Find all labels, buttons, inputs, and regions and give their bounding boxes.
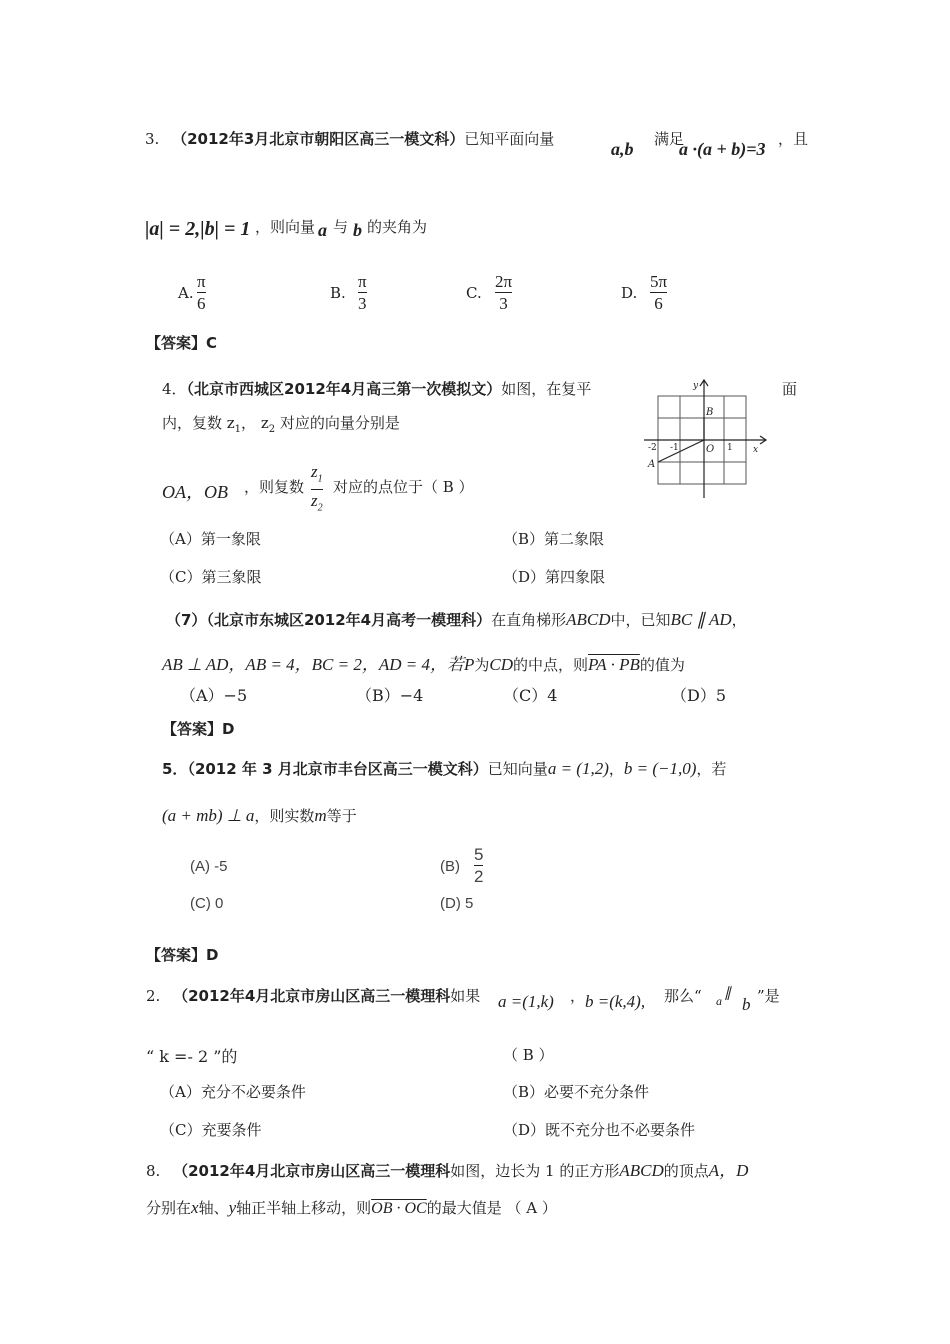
q4-diagram-tick-1: 1: [727, 443, 733, 453]
q3-option-c-label: C.: [466, 284, 482, 302]
q7-conditions: AB ⊥ AD，AB = 4，BC = 2，AD = 4，若: [162, 655, 464, 674]
q2-option-d: （D）既不充分也不必要条件: [503, 1121, 696, 1139]
q5-option-a: (A) -5: [190, 858, 228, 875]
q4-option-b: （B）第二象限: [503, 530, 605, 548]
q2-vector-a: a =(1,k): [498, 992, 554, 1011]
q3-line2-text2: 的夹角为: [367, 218, 428, 236]
q8-ob-oc: OB · OC: [371, 1200, 427, 1217]
q7-text1: 在直角梯形: [491, 611, 567, 629]
q4-option-c: （C）第三象限: [160, 568, 262, 586]
q3-comma: ，且: [778, 130, 809, 148]
q3-option-b-label: B.: [330, 284, 346, 302]
q4-diagram-a: A: [648, 459, 656, 470]
q7-pa-pb: PA · PB: [588, 655, 640, 674]
q2-line2: “ k =- 2 ”的: [146, 1047, 238, 1066]
q7-parallel: BC ∥ AD: [670, 610, 732, 629]
q2-number: 2.: [146, 987, 161, 1005]
q3-vector-b: b: [353, 220, 362, 240]
q8-text1: 如图，边长为 1 的正方形: [450, 1162, 620, 1180]
q2-answer-blank: （ B ）: [503, 1046, 554, 1064]
q5-number: 5．: [162, 760, 188, 778]
q5-condition: (a + mb) ⊥ a: [162, 806, 255, 825]
q2-line1: [146, 985, 480, 1006]
q4-line2: 内，复数 $z_1$， $z_2$ 对应的向量分别是: [162, 414, 400, 435]
q7-option-c: （C）4: [503, 686, 558, 705]
q4-diagram-y: y: [693, 381, 699, 391]
q2-option-c: （C）充要条件: [160, 1121, 262, 1139]
q7-source: （北京市东城区2012年4月高考一模理科）: [206, 611, 492, 629]
q3-text2: 满足: [654, 130, 685, 148]
q4-text1: 如图，在复平: [501, 380, 592, 398]
q3-line2-math: |a| = 2,|b| = 1: [145, 218, 251, 240]
q4-oa-ob: OA，OB: [162, 482, 228, 502]
q5-line2: (a + mb) ⊥ a，则实数m等于: [162, 806, 357, 825]
q8-ad: A，D: [708, 1161, 749, 1180]
q5-vector-b: b = (−1,0): [623, 759, 697, 778]
q3-text1: 已知平面向量: [464, 130, 555, 148]
q5-option-b-label: (B): [440, 858, 460, 875]
q3-line2-text1: ，则向量: [255, 218, 316, 236]
q4-diagram-tick-m1: -1: [670, 443, 679, 453]
q8-line1: [146, 1156, 748, 1181]
q5-vector-a: a = (1,2): [547, 759, 609, 778]
q5-line1: 5．（2012 年 3 月北京市丰台区高三一模文科）已知向量a = (1,2)，b = (−1,0)，若: [162, 759, 727, 778]
q4-source: （北京市西城区2012年4月高三第一次模拟文）: [186, 380, 502, 398]
q3-line1: [145, 128, 554, 149]
q4-diagram-tick-m2: -2: [648, 443, 657, 453]
q4-option-a: （A）第一象限: [160, 530, 261, 548]
q3-option-a-fraction: π 6: [197, 272, 206, 313]
q4-diagram-x: x: [753, 445, 759, 455]
q4-diagram-b: B: [706, 407, 714, 418]
q4-number: 4．: [162, 380, 187, 398]
q2-option-a: （A）充分不必要条件: [160, 1083, 306, 1101]
q5-answer: 【答案】D: [146, 946, 219, 964]
q7-text2: 中，已知: [610, 611, 671, 629]
q8-number: 8.: [146, 1162, 161, 1180]
q3-option-d-fraction: 5π 6: [650, 272, 668, 313]
q5-text1: 已知向量: [487, 760, 548, 778]
q2-source: （2012年4月北京市房山区高三一模理科: [173, 987, 451, 1005]
q4-line1: [162, 378, 591, 399]
q2-vector-b: b =(k,4),: [585, 992, 646, 1011]
q2-option-b: （B）必要不充分条件: [503, 1083, 650, 1101]
q3-vector-a: a: [318, 220, 327, 240]
q8-text2: 的顶点: [663, 1162, 709, 1180]
q5-option-d: (D) 5: [440, 895, 474, 912]
q3-option-d-label: D.: [621, 284, 638, 302]
q7-number: （7）: [166, 611, 207, 629]
q3-yu: 与: [333, 218, 349, 236]
q4-fraction: $z_1$ $z_2$: [311, 462, 323, 514]
q2-text3: ”是: [757, 987, 780, 1005]
q4-line3b: 对应的点位于（ B ）: [333, 478, 474, 496]
q5-option-c: (C) 0: [190, 895, 224, 912]
q3-option-b-fraction: π 3: [358, 272, 367, 313]
q5-option-b-fraction: 5 2: [474, 845, 484, 886]
q2-par-b: b: [742, 995, 751, 1014]
q2-par-a: a: [716, 994, 722, 1008]
q7-answer: 【答案】D: [162, 720, 235, 738]
q4-text1-end: 面: [782, 380, 798, 398]
q2-text1: 如果: [450, 987, 481, 1005]
q8-source: （2012年4月北京市房山区高三一模理科: [173, 1162, 451, 1180]
q4-line3: ，则复数: [244, 478, 305, 496]
q7-line1: （7）（北京市东城区2012年4月高考一模理科）在直角梯形ABCD中，已知BC ∥ AD，: [166, 610, 747, 629]
q3-condition: a ·(a + b)=3: [679, 139, 766, 159]
q3-option-c-fraction: 2π 3: [495, 272, 513, 313]
q4-option-d: （D）第四象限: [503, 568, 606, 586]
q4-complex-plane-diagram: [640, 378, 770, 500]
q8-line2: 分别在x轴、y轴正半轴上移动，则OB · OC的最大值是 （ A ）: [146, 1198, 557, 1217]
q3-option-a-label: A.: [178, 284, 194, 302]
q2-sep: ，: [570, 987, 586, 1005]
q2-text2: 那么“: [664, 987, 702, 1005]
q4-diagram-o: O: [706, 444, 715, 455]
q2-par: ∥: [724, 986, 731, 1001]
q3-source: （2012年3月北京市朝阳区高三一模文科）: [172, 130, 465, 148]
q7-abcd: ABCD: [566, 610, 611, 629]
q3-number: 3.: [145, 130, 160, 148]
q3-answer: 【答案】C: [146, 334, 218, 352]
q7-option-d: （D）5: [671, 686, 727, 705]
q5-source: （2012 年 3 月北京市丰台区高三一模文科）: [187, 760, 488, 778]
q7-option-b: （B）−4: [356, 686, 424, 705]
q7-line2: AB ⊥ AD，AB = 4，BC = 2，AD = 4，若P为CD的中点，则PA · PB的值为: [162, 655, 685, 674]
q3-vectors-ab: a,b: [611, 139, 634, 159]
q8-abcd: ABCD: [619, 1161, 664, 1180]
q7-option-a: （A）−5: [180, 686, 248, 705]
